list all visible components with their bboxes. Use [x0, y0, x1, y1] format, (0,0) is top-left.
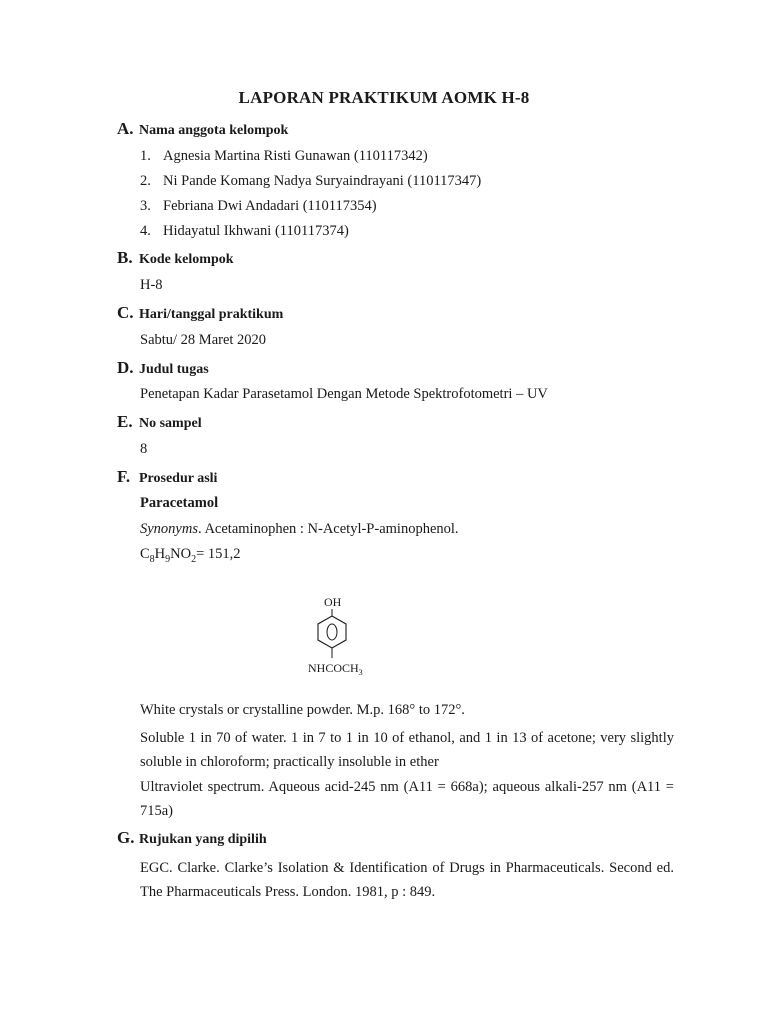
- formula-subscript: 2: [191, 553, 197, 565]
- formula-subscript: 8: [149, 553, 155, 565]
- formula-part: C: [140, 546, 150, 562]
- section-g-heading: [117, 828, 267, 848]
- section-e-heading: [117, 412, 202, 432]
- solubility: Soluble 1 in 70 of water. 1 in 7 to 1 in 10 of ethanol, and 1 in 13 of acetone; very slightly soluble in chloroform; practically insoluble in ether: [140, 730, 674, 770]
- hydroxyl-label: OH: [324, 595, 342, 609]
- practicum-date: Sabtu/ 28 Maret 2020: [140, 332, 267, 348]
- list-number: 3.: [140, 198, 151, 214]
- section-title: Hari/tanggal praktikum: [139, 307, 284, 322]
- section-letter: G.: [117, 828, 135, 847]
- section-title: No sampel: [139, 416, 202, 431]
- benzene-ring: [318, 616, 346, 648]
- synonyms-label: Synonyms: [140, 521, 198, 537]
- amide-label: $NHCOCH_3$: [308, 661, 363, 677]
- section-letter: F.: [117, 467, 131, 486]
- member-name: Ni Pande Komang Nadya Suryaindrayani (110117347): [163, 173, 482, 189]
- section-title: Prosedur asli: [139, 471, 218, 486]
- list-number: 4.: [140, 223, 151, 239]
- list-number: 2.: [140, 173, 151, 189]
- member-name: Febriana Dwi Andadari (110117354): [163, 198, 377, 214]
- member-item: [140, 148, 428, 165]
- member-item: [140, 173, 481, 190]
- synonyms-line: [140, 521, 459, 538]
- chemical-structure: [300, 592, 400, 682]
- compound-name: Paracetamol: [140, 495, 219, 511]
- section-a-heading: [117, 119, 288, 139]
- member-name: Hidayatul Ikhwani (110117374): [163, 223, 349, 239]
- task-title: Penetapan Kadar Parasetamol Dengan Metode Spektrofotometri – UV: [140, 386, 548, 402]
- formula-subscript: 9: [165, 553, 171, 565]
- aromatic-circle: [327, 624, 337, 640]
- formula-part: NO: [170, 546, 192, 562]
- member-item: [140, 198, 377, 215]
- section-title: Rujukan yang dipilih: [139, 832, 267, 847]
- molecular-formula: [140, 546, 241, 565]
- section-c-heading: [117, 303, 283, 323]
- uv-spectrum: Ultraviolet spectrum. Aqueous acid-245 nm (A11 = 668a); aqueous alkali-257 nm (A11 = 715a): [140, 779, 674, 819]
- molecular-weight: = 151,2: [196, 546, 241, 562]
- section-title: Nama anggota kelompok: [139, 123, 289, 138]
- sample-number: 8: [140, 441, 148, 457]
- reference: EGC. Clarke. Clarke’s Isolation & Identification of Drugs in Pharmaceuticals. Second ed. The Pharmaceuticals Press. London. 1981, p : 849.: [140, 860, 674, 900]
- section-d-heading: [117, 358, 209, 378]
- page-title: LAPORAN PRAKTIKUM AOMK H-8: [238, 88, 530, 107]
- member-item: [140, 223, 349, 240]
- formula-part: H: [154, 546, 166, 562]
- description: White crystals or crystalline powder. M.p. 168° to 172°.: [140, 702, 465, 718]
- member-name: Agnesia Martina Risti Gunawan (110117342): [163, 148, 428, 164]
- section-title: Judul tugas: [139, 362, 209, 377]
- section-letter: A.: [117, 119, 134, 138]
- list-number: 1.: [140, 148, 151, 164]
- section-letter: C.: [117, 303, 134, 322]
- group-code: H-8: [140, 277, 163, 293]
- section-b-heading: [117, 248, 234, 268]
- section-letter: E.: [117, 412, 133, 431]
- section-letter: B.: [117, 248, 133, 267]
- section-title: Kode kelompok: [139, 252, 234, 267]
- section-f-heading: [117, 467, 217, 487]
- synonyms-text: . Acetaminophen : N-Acetyl-P-aminophenol.: [198, 521, 459, 537]
- section-letter: D.: [117, 358, 134, 377]
